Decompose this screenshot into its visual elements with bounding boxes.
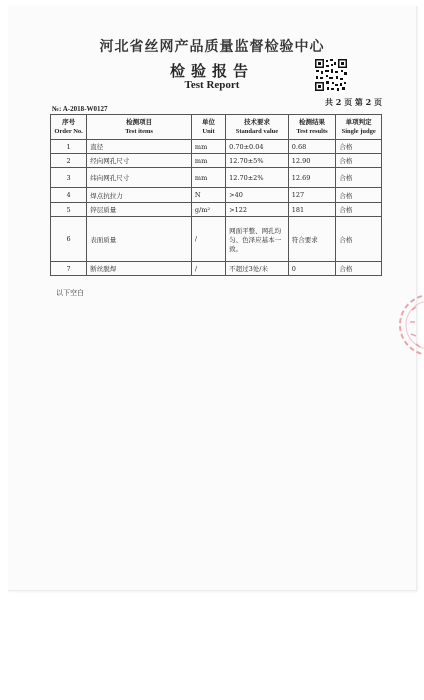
cell-test-item: 锌层质量 (87, 203, 192, 217)
cell-order-no: 6 (51, 217, 87, 262)
cell-judge: 合格 (336, 154, 382, 168)
document-page (8, 6, 417, 591)
cell-test-item: 经向网孔尺寸 (87, 154, 192, 168)
cell-unit: / (191, 217, 225, 262)
cell-test-item: 直径 (87, 140, 192, 154)
table-row (51, 188, 382, 203)
table-row (51, 140, 382, 154)
table-row (51, 168, 382, 188)
cell-judge: 合格 (336, 188, 382, 203)
cell-judge: 合格 (336, 168, 382, 188)
cell-unit: mm (191, 154, 225, 168)
cell-result: 符合要求 (288, 217, 336, 262)
cell-order-no: 5 (51, 203, 87, 217)
table-row (51, 262, 382, 276)
table-row (51, 203, 382, 217)
cell-judge: 合格 (336, 217, 382, 262)
cell-result: 127 (288, 188, 336, 203)
cell-order-no: 2 (51, 154, 87, 168)
header-standard-value: 技术要求 Standard value (226, 115, 289, 140)
table-header-row (51, 115, 382, 140)
report-title-en: Test Report (184, 79, 240, 91)
cell-standard: 网面平整、网孔均匀、色泽应基本一致。 (226, 217, 289, 262)
cell-order-no: 3 (51, 168, 87, 188)
cell-judge: 合格 (336, 203, 382, 217)
cell-order-no: 7 (51, 262, 87, 276)
report-title-cn: 检验报告 (169, 62, 254, 80)
cell-unit: g/m² (191, 203, 225, 217)
cell-judge: 合格 (336, 140, 382, 154)
cell-standard: 0.70±0.04 (226, 140, 289, 154)
header-unit: 单位 Unit (191, 115, 225, 140)
cell-result: 181 (288, 203, 336, 217)
cell-standard: 12.70±2% (226, 168, 289, 188)
cell-unit: mm (191, 140, 225, 154)
header-test-results: 检测结果 Test results (288, 115, 336, 140)
cell-unit: / (191, 262, 225, 276)
page-indicator: 共 2 页 第 2 页 (324, 97, 382, 107)
organization-title: 河北省丝网产品质量监督检验中心 (99, 39, 325, 55)
end-of-content-note: 以下空白 (56, 289, 84, 297)
cell-order-no: 4 (51, 188, 87, 203)
cell-judge: 合格 (336, 262, 382, 276)
cell-result: 12.90 (288, 154, 336, 168)
test-results-table (50, 114, 382, 276)
cell-standard: 12.70±5% (226, 154, 289, 168)
qr-code-icon (314, 58, 348, 92)
table-row (51, 154, 382, 168)
cell-unit: N (191, 188, 225, 203)
cell-order-no: 1 (51, 140, 87, 154)
cell-standard: >122 (226, 203, 289, 217)
cell-test-item: 表面质量 (87, 217, 192, 262)
table-row (51, 217, 382, 262)
header-test-items: 检测项目 Test items (87, 115, 192, 140)
cell-result: 0.68 (288, 140, 336, 154)
cell-test-item: 纬向网孔尺寸 (87, 168, 192, 188)
report-number: №: A-2018-W0127 (52, 105, 108, 113)
cell-result: 12.69 (288, 168, 336, 188)
cell-unit: mm (191, 168, 225, 188)
cell-result: 0 (288, 262, 336, 276)
red-seal-stamp-icon (392, 270, 424, 380)
cell-standard: >40 (226, 188, 289, 203)
cell-standard: 不超过3处/米 (226, 262, 289, 276)
cell-test-item: 焊点抗拉力 (87, 188, 192, 203)
header-single-judge: 单项判定 Single judge (336, 115, 382, 140)
cell-test-item: 断丝脱焊 (87, 262, 192, 276)
header-order-no: 序号 Order No. (51, 115, 87, 140)
